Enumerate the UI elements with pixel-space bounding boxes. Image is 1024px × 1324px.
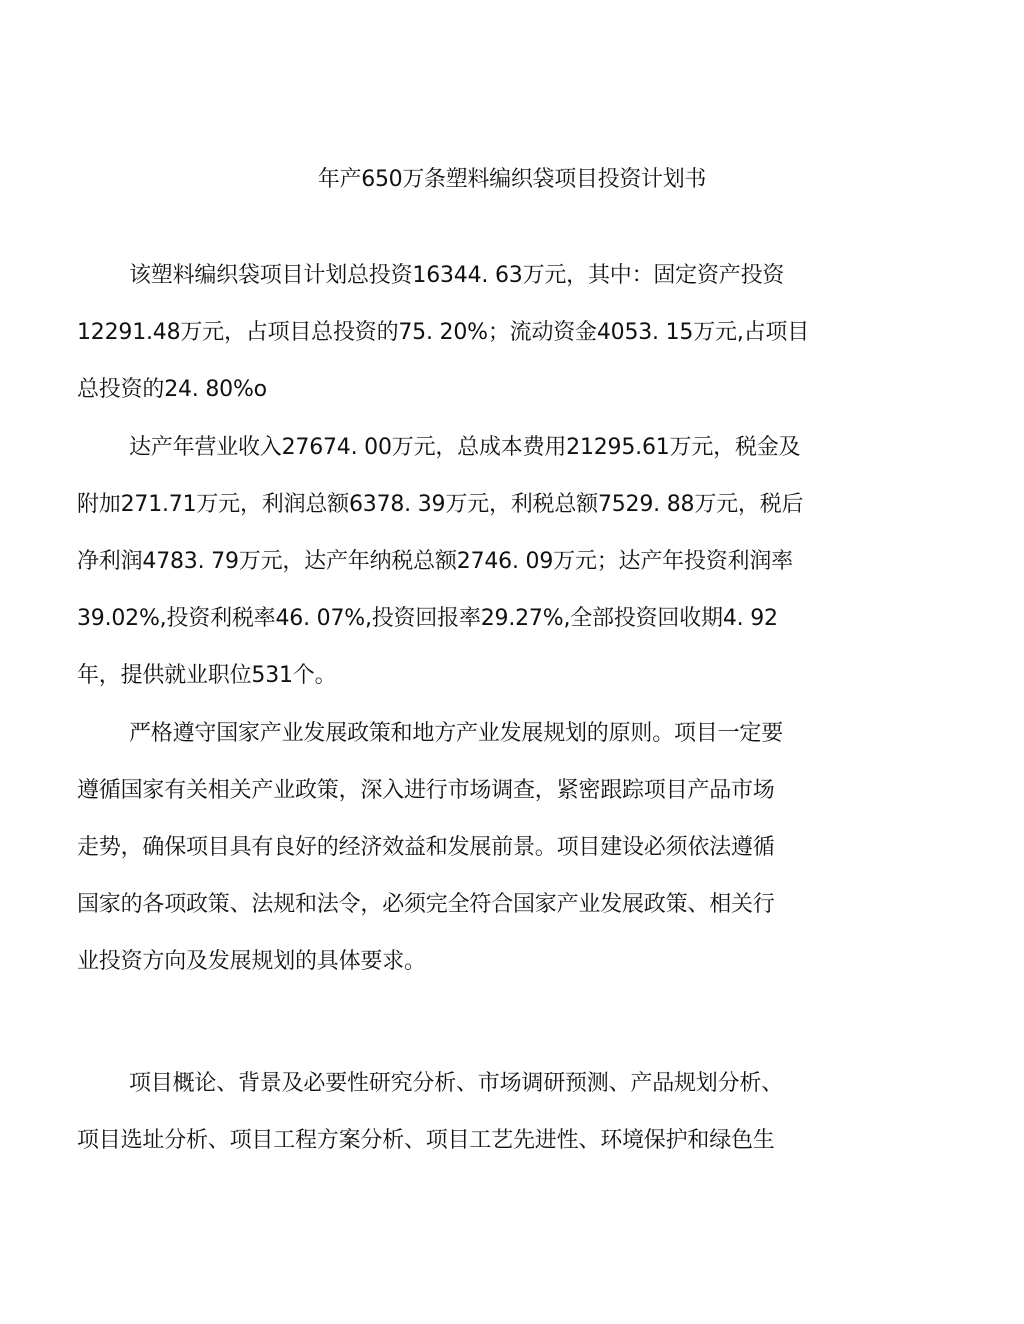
document-title: 年产650万条塑料编织袋项目投资计划书 (317, 167, 707, 192)
paragraph-line: 总投资的24. 80%o (77, 377, 267, 402)
paragraph-line: 业投资方向及发展规划的具体要求。 (77, 949, 426, 974)
paragraph-line: 12291.48万元，占项目总投资的75. 20%；流动资金4053. 15万元,占项目 (77, 320, 810, 345)
paragraph-line: 项目选址分析、项目工程方案分析、项目工艺先进性、环境保护和绿色生 (77, 1128, 775, 1153)
paragraph-line: 项目概论、背景及必要性研究分析、市场调研预测、产品规划分析、 (129, 1071, 784, 1096)
paragraph-line: 附加271.71万元，利润总额6378. 39万元，利税总额7529. 88万元，税后 (77, 492, 804, 517)
paragraph-line: 严格遵守国家产业发展政策和地方产业发展规划的原则。项目一定要 (129, 721, 784, 746)
paragraph-line: 年，提供就业职位531个。 (77, 663, 337, 688)
paragraph-line: 该塑料编织袋项目计划总投资16344. 63万元，其中：固定资产投资 (129, 263, 785, 288)
paragraph-line: 遵循国家有关相关产业政策，深入进行市场调查，紧密跟踪项目产品市场 (77, 778, 775, 803)
paragraph-line: 净利润4783. 79万元，达产年纳税总额2746. 09万元；达产年投资利润率 (77, 549, 793, 574)
paragraph-line: 39.02%,投资利税率46. 07%,投资回报率29.27%,全部投资回收期4. 92 (77, 606, 778, 631)
paragraph-line: 达产年营业收入27674. 00万元，总成本费用21295.61万元，税金及 (129, 435, 801, 460)
paragraph-line: 国家的各项政策、法规和法令，必须完全符合国家产业发展政策、相关行 (77, 892, 775, 917)
paragraph-line: 走势，确保项目具有良好的经济效益和发展前景。项目建设必须依法遵循 (77, 835, 775, 860)
